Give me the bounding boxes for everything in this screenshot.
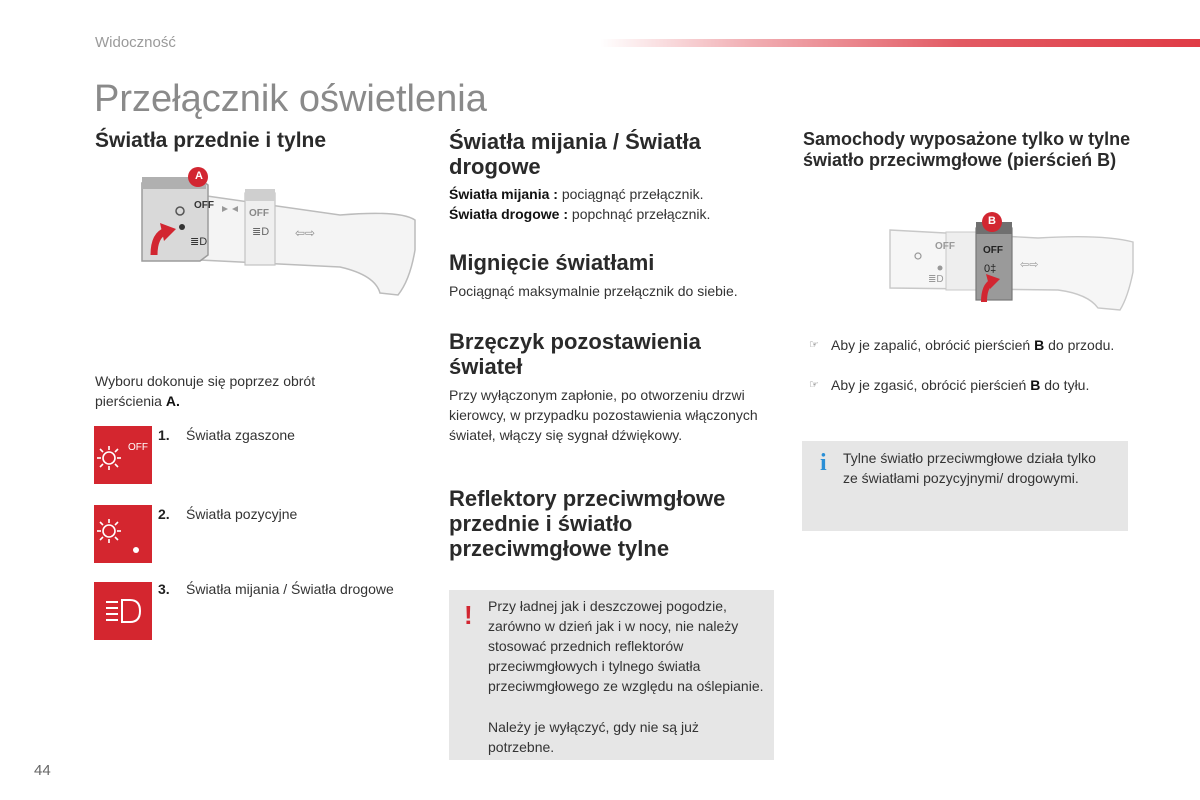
pointing-hand-icon: ☞ bbox=[809, 339, 819, 351]
bullet-1-pre: Aby je zapalić, obrócić pierścień bbox=[831, 337, 1035, 353]
main-beam-instruction bbox=[449, 204, 779, 224]
dipped-beam-icon-box bbox=[94, 582, 152, 640]
item-3-number: 3. bbox=[158, 581, 170, 597]
headlamp-flash-text: Pociągnąć maksymalnie przełącznik do siebie. bbox=[449, 283, 738, 299]
dipped-beam-instruction bbox=[449, 184, 779, 204]
lever-b-illustration bbox=[888, 212, 1138, 317]
lights-off-icon-box bbox=[94, 426, 152, 484]
intro-ring-a: A. bbox=[165, 393, 180, 409]
bullet-turn-off-text bbox=[831, 375, 1131, 395]
page-number: 44 bbox=[34, 762, 51, 779]
dipped-beam-text: pociągnąć przełącznik. bbox=[557, 186, 704, 202]
lever-a-intro bbox=[95, 371, 395, 411]
warning-icon: ! bbox=[464, 600, 473, 630]
main-beam-text: popchnąć przełącznik. bbox=[568, 206, 711, 222]
info-text: Tylne światło przeciwmgłowe działa tylko ze światłami pozycyjnymi/ drogowymi. bbox=[843, 450, 1096, 486]
bullet-2-pre: Aby je zgasić, obrócić pierścień bbox=[831, 377, 1031, 393]
bullet-1-post: do przodu. bbox=[1044, 337, 1115, 353]
svg-text:≣D: ≣D bbox=[190, 236, 208, 248]
item-1-label: Światła zgaszone bbox=[186, 427, 295, 443]
position-lights-icon-box bbox=[94, 505, 152, 563]
svg-text:≣D: ≣D bbox=[928, 274, 944, 285]
bullet-2-ring: B bbox=[1030, 377, 1041, 393]
lights-off-icon-text: OFF bbox=[128, 442, 148, 453]
svg-text:⇦⇨: ⇦⇨ bbox=[295, 226, 316, 240]
pointing-hand-icon: ☞ bbox=[809, 379, 819, 391]
item-3-label: Światła mijania / Światła drogowe bbox=[186, 581, 394, 597]
intro-line-2: pierścienia bbox=[95, 393, 166, 409]
item-2-label: Światła pozycyjne bbox=[186, 506, 298, 522]
bullet-turn-off bbox=[809, 375, 1129, 395]
heading-front-rear-lights: Światła przednie i tylne bbox=[95, 129, 327, 152]
bullet-1-ring: B bbox=[1034, 337, 1045, 353]
heading-dipped-main-beam: Światła mijania / Światła drogowe bbox=[449, 129, 701, 179]
item-1-number: 1. bbox=[158, 427, 170, 443]
warning-text-2: Należy je wyłączyć, gdy nie są już potrzebne. bbox=[488, 719, 699, 755]
info-icon: i bbox=[820, 450, 827, 476]
dipped-beam-icon bbox=[94, 582, 152, 640]
bullet-turn-on-text bbox=[831, 335, 1131, 355]
lever-a-off-label: OFF bbox=[194, 200, 214, 211]
lights-on-buzzer-text: Przy wyłączonym zapłonie, po otworzeniu drzwi kierowcy, w przypadku pozostawienia włączonych świateł, włączy się sygnał dźwiękowy. bbox=[449, 387, 758, 443]
main-beam-label: Światła drogowe : bbox=[449, 206, 569, 222]
lever-b-marker: B bbox=[988, 215, 996, 227]
heading-fog-lamps: Reflektory przeciwmgłowe przednie i światło przeciwmgłowe tylne bbox=[449, 486, 726, 561]
dipped-beam-label: Światła mijania : bbox=[449, 186, 558, 202]
section-label: Widoczność bbox=[95, 34, 176, 51]
item-2-number: 2. bbox=[158, 506, 170, 522]
position-lights-icon bbox=[94, 505, 152, 563]
lever-a-illustration bbox=[140, 165, 420, 300]
page-title: Przełącznik oświetlenia bbox=[94, 78, 487, 120]
bullet-2-post: do tyłu. bbox=[1040, 377, 1090, 393]
bullet-turn-on bbox=[809, 335, 1129, 375]
warning-text-1: Przy ładnej jak i deszczowej pogodzie, zarówno w dzień jak i w nocy, nie należy stosować przednich reflektorów przeciwmgłowych i tylnego światła przeciwmgłowego ze względu na oślepianie. bbox=[488, 598, 764, 694]
heading-lights-on-buzzer: Brzęczyk pozostawienia świateł bbox=[449, 329, 701, 379]
header-accent-bar bbox=[600, 39, 1200, 47]
svg-text:0‡: 0‡ bbox=[984, 263, 997, 275]
svg-text:≣D: ≣D bbox=[252, 226, 270, 238]
lever-a-marker: A bbox=[195, 170, 203, 182]
lights-off-icon bbox=[94, 426, 152, 484]
lever-a-off-label-2: OFF bbox=[249, 208, 269, 219]
lever-b-off-label: OFF bbox=[935, 241, 955, 252]
heading-rear-fog-only: Samochody wyposażone tylko w tylne światło przeciwmgłowe (pierścień B) bbox=[803, 129, 1131, 170]
lever-b-off-label-2: OFF bbox=[983, 245, 1003, 256]
svg-text:⇦⇨: ⇦⇨ bbox=[1020, 259, 1039, 271]
intro-line-1: Wyboru dokonuje się poprzez obrót bbox=[95, 373, 316, 389]
heading-headlamp-flash: Mignięcie światłami bbox=[449, 250, 655, 275]
